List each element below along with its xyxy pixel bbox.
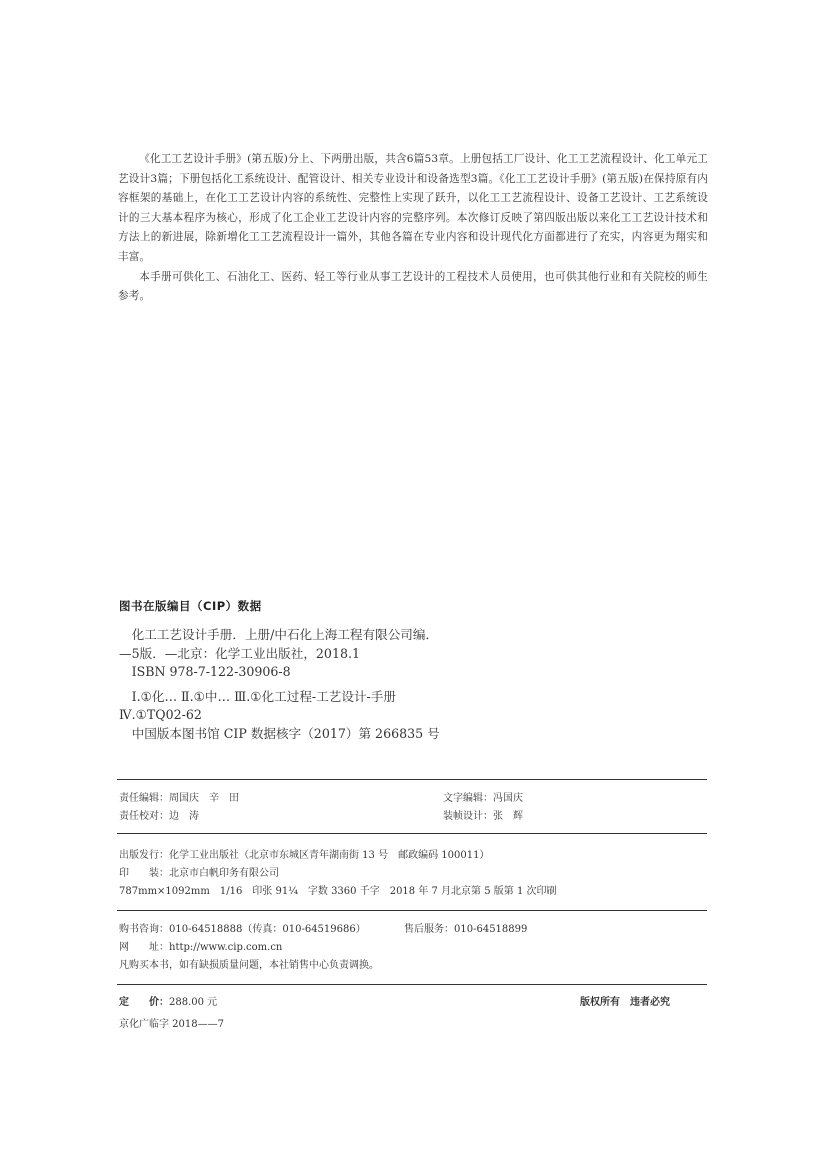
binding-designer — [443, 810, 523, 824]
text-editor-label: 文字编辑： — [443, 793, 493, 804]
responsible-editor-label: 责任编辑： — [119, 793, 169, 804]
price — [119, 996, 217, 1010]
publisher-value: 化学工业出版社（北京市东城区青年湖南街 13 号 邮政编码 100011） — [169, 850, 490, 861]
cip-title-line: 化工工艺设计手册．上册/中石化上海工程有限公司编．—5版．—北京：化学工业出版社，2018.1 — [119, 627, 439, 661]
text-editor-value: 冯国庆 — [493, 793, 523, 804]
after-sales-phone: 010-64518899 — [454, 924, 528, 935]
cip-heading: 图书在版编目（CIP）数据 — [119, 599, 262, 613]
website — [119, 941, 282, 955]
proofreader-value: 边 涛 — [169, 811, 199, 822]
divider-2 — [117, 833, 707, 834]
divider-1 — [117, 779, 707, 780]
printer-value: 北京市白帆印务有限公司 — [169, 868, 279, 879]
website-label: 网 址： — [119, 942, 169, 953]
publisher — [119, 849, 489, 863]
price-label: 定 价： — [119, 997, 169, 1008]
divider-4 — [117, 984, 707, 985]
binding-designer-label: 装帧设计： — [443, 811, 493, 822]
purchase-label: 购书咨询： — [119, 924, 169, 935]
print-specs: 787mm×1092mm 1/16 印张 91¼ 字数 3360 千字 2018 年 7 月北京第 5 版第 1 次印刷 — [119, 886, 557, 897]
license-number: 京化广临字 2018——7 — [119, 1019, 224, 1030]
responsible-editor — [119, 792, 239, 806]
after-sales-label: 售后服务： — [404, 924, 454, 935]
proofreader-label: 责任校对： — [119, 811, 169, 822]
cip-core-data: 中国版本图书馆 CIP 数据核字（2017）第 266835 号 — [131, 725, 440, 741]
cip-classification: Ⅰ.①化… Ⅱ.①中… Ⅲ.①化工过程-工艺设计-手册 Ⅳ.①TQ02-62 — [119, 688, 396, 722]
website-url[interactable]: http://www.cip.com.cn — [169, 942, 283, 953]
publisher-label: 出版发行： — [119, 850, 169, 861]
binding-designer-value: 张 辉 — [493, 811, 523, 822]
price-value: 288.00 元 — [169, 997, 218, 1008]
purchase-consult — [119, 923, 366, 937]
copyright-notice: 版权所有 违者必究 — [580, 997, 670, 1008]
cip-isbn: ISBN 978-7-122-30906-8 — [131, 664, 291, 679]
abstract-paragraph-1: 《化工工艺设计手册》(第五版)分上、下两册出版，共含6篇53章。上册包括工厂设计、化工工艺流程设计、化工单元工艺设计3篇；下册包括化工系统设计、配管设计、相关专业设计和设备选型3篇。《化工工艺设计手册》(第五版)在保持原有内容框架的基础上，在化工工艺设计内容的系统性、完整性上实现了跃升，以化工工艺流程设计、设备工艺设计、工艺系统设计的三大基本程序为核心，形成了化工企业工艺设计内容的完整序列。本次修订反映了第四版出版以来化工工艺设计技术和方法上的新进展，除新增化工工艺流程设计一篇外，其他各篇在专业内容和设计现代化方面都进行了充实，内容更为翔实和丰富。 — [118, 153, 708, 263]
divider-3 — [117, 910, 707, 911]
replacement-notice: 凡购买本书，如有缺损质量问题，本社销售中心负责调换。 — [119, 960, 379, 971]
responsible-editor-value: 周国庆 辛 田 — [169, 793, 239, 804]
cip-block — [119, 626, 449, 743]
printer-label: 印 装： — [119, 868, 169, 879]
abstract — [118, 150, 708, 307]
text-editor — [443, 792, 523, 806]
abstract-paragraph-2: 本手册可供化工、石油化工、医药、轻工等行业从事工艺设计的工程技术人员使用，也可供其他行业和有关院校的师生参考。 — [118, 270, 708, 303]
purchase-phone: 010-64518888（传真：010-64519686） — [169, 924, 366, 935]
proofreader — [119, 810, 199, 824]
printer — [119, 867, 279, 881]
after-sales — [404, 923, 527, 937]
